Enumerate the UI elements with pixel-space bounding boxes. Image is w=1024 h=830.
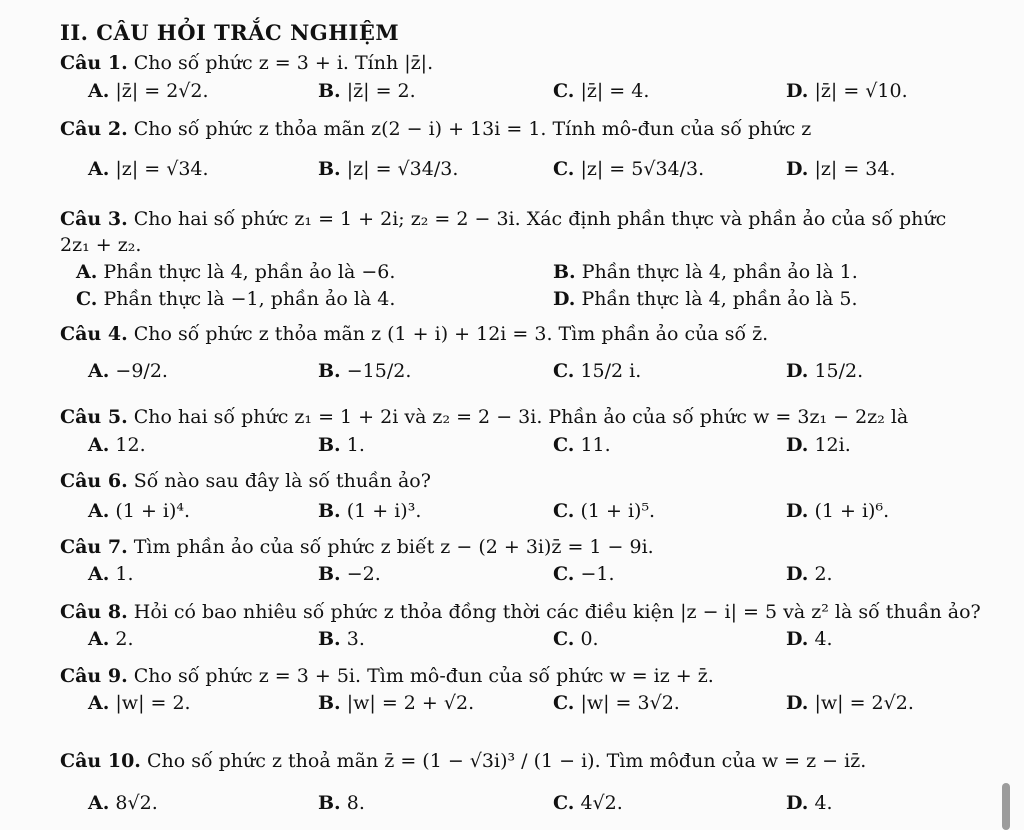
question-1: Câu 1. Cho số phức z = 3 + i. Tính |z̄|. xyxy=(60,52,434,74)
q8-option-a: A. 2. xyxy=(88,628,134,650)
scrollbar-thumb[interactable] xyxy=(1002,783,1010,830)
q2-option-c: C. |z| = 5√34/3. xyxy=(553,158,705,180)
question-2: Câu 2. Cho số phức z thỏa mãn z(2 − i) + 13i = 1. Tính mô-đun của số phức z xyxy=(60,118,812,140)
q3-option-a: A. Phần thực là 4, phần ảo là −6. xyxy=(76,261,396,283)
q10-option-c: C. 4√2. xyxy=(553,792,623,814)
q7-option-b: B. −2. xyxy=(318,563,381,585)
q10-option-b: B. 8. xyxy=(318,792,365,814)
q8-option-b: B. 3. xyxy=(318,628,365,650)
q1-option-b: B. |z̄| = 2. xyxy=(318,80,416,102)
q6-option-c: C. (1 + i)⁵. xyxy=(553,500,656,522)
q3-option-c: C. Phần thực là −1, phần ảo là 4. xyxy=(76,288,396,310)
q5-option-c: C. 11. xyxy=(553,434,611,456)
q1-option-a: A. |z̄| = 2√2. xyxy=(88,80,209,102)
q1-option-c: C. |z̄| = 4. xyxy=(553,80,650,102)
question-9: Câu 9. Cho số phức z = 3 + 5i. Tìm mô-đun của số phức w = iz + z̄. xyxy=(60,665,714,687)
q5-option-a: A. 12. xyxy=(88,434,146,456)
section-heading: II. CÂU HỎI TRẮC NGHIỆM xyxy=(60,20,400,45)
q9-option-d: D. |w| = 2√2. xyxy=(786,692,914,714)
q6-option-b: B. (1 + i)³. xyxy=(318,500,422,522)
q4-option-a: A. −9/2. xyxy=(88,360,168,382)
q9-option-b: B. |w| = 2 + √2. xyxy=(318,692,475,714)
question-8: Câu 8. Hỏi có bao nhiêu số phức z thỏa đồng thời các điều kiện |z − i| = 5 và z² là số thuần ảo? xyxy=(60,601,981,623)
question-3: Câu 3. Cho hai số phức z₁ = 1 + 2i; z₂ = 2 − 3i. Xác định phần thực và phần ảo của số phức xyxy=(60,208,947,230)
q3-option-d: D. Phần thực là 4, phần ảo là 5. xyxy=(553,288,858,310)
question-5: Câu 5. Cho hai số phức z₁ = 1 + 2i và z₂ = 2 − 3i. Phần ảo của số phức w = 3z₁ − 2z₂ là xyxy=(60,406,909,428)
q8-option-d: D. 4. xyxy=(786,628,833,650)
q3-option-b: B. Phần thực là 4, phần ảo là 1. xyxy=(553,261,858,283)
q9-option-a: A. |w| = 2. xyxy=(88,692,191,714)
q7-option-d: D. 2. xyxy=(786,563,833,585)
question-7: Câu 7. Tìm phần ảo của số phức z biết z − (2 + 3i)z̄ = 1 − 9i. xyxy=(60,536,654,558)
q4-option-c: C. 15/2 i. xyxy=(553,360,642,382)
q6-option-a: A. (1 + i)⁴. xyxy=(88,500,191,522)
q5-option-b: B. 1. xyxy=(318,434,365,456)
q1-option-d: D. |z̄| = √10. xyxy=(786,80,908,102)
question-10: Câu 10. Cho số phức z thoả mãn z̄ = (1 − √3i)³ / (1 − i). Tìm môđun của w = z − iz̄. xyxy=(60,750,867,772)
q4-option-b: B. −15/2. xyxy=(318,360,412,382)
q10-option-a: A. 8√2. xyxy=(88,792,158,814)
q7-option-a: A. 1. xyxy=(88,563,134,585)
q10-option-d: D. 4. xyxy=(786,792,833,814)
q6-option-d: D. (1 + i)⁶. xyxy=(786,500,890,522)
q8-option-c: C. 0. xyxy=(553,628,599,650)
q4-option-d: D. 15/2. xyxy=(786,360,864,382)
q2-option-b: B. |z| = √34/3. xyxy=(318,158,459,180)
question-4: Câu 4. Cho số phức z thỏa mãn z (1 + i) + 12i = 3. Tìm phần ảo của số z̄. xyxy=(60,323,769,345)
question-3-continued: 2z₁ + z₂. xyxy=(60,234,142,256)
q7-option-c: C. −1. xyxy=(553,563,615,585)
q2-option-a: A. |z| = √34. xyxy=(88,158,209,180)
q9-option-c: C. |w| = 3√2. xyxy=(553,692,680,714)
q2-option-d: D. |z| = 34. xyxy=(786,158,896,180)
q5-option-d: D. 12i. xyxy=(786,434,851,456)
question-6: Câu 6. Số nào sau đây là số thuần ảo? xyxy=(60,470,431,492)
